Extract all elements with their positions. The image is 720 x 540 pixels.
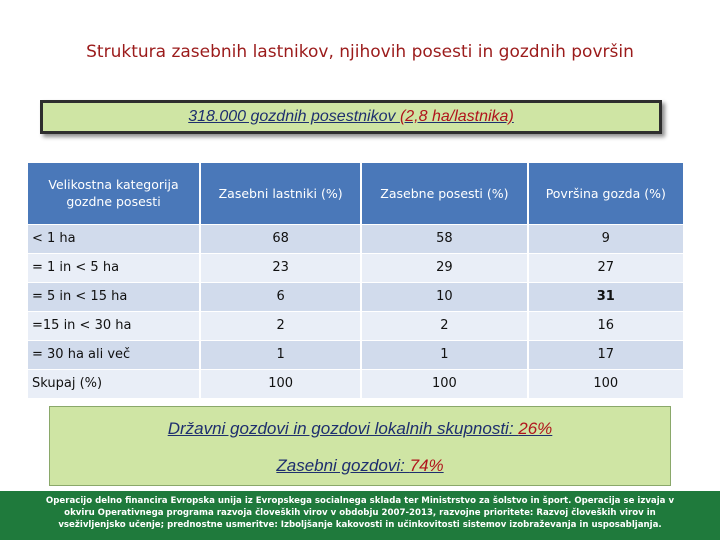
- cell-area: 27: [528, 253, 683, 282]
- cell-area: 31: [528, 282, 683, 311]
- row-label: = 1 in < 5 ha: [28, 253, 200, 282]
- footer-line-3: vseživljenjsko učenje; prednostne usmeritve: Izboljšanje kakovosti in učinkovitosti sistemov izobraževanja in usposabljanja.: [58, 520, 662, 530]
- cell-holdings: 1: [361, 340, 527, 369]
- footer-line-2: okviru Operativnega programa razvoja človeških virov v obdobju 2007-2013, razvojne prioritete: Razvoj človeških virov in: [64, 508, 656, 518]
- table-row-total: [28, 369, 683, 398]
- slide-title: Struktura zasebnih lastnikov, njihovih posesti in gozdnih površin: [86, 42, 634, 62]
- row-label: = 5 in < 15 ha: [28, 282, 200, 311]
- footer-line-1: Operacijo delno financira Evropska unija iz Evropskega socialnega sklada ter Ministrstvo za šolstvo in šport. Operacija se izvaja v: [45, 496, 675, 506]
- row-label: = 30 ha ali več: [28, 340, 200, 369]
- owners-banner: [40, 100, 662, 134]
- table-row: [28, 311, 683, 340]
- table-header-row: [28, 163, 683, 224]
- header-private-holdings: Zasebne posesti (%): [361, 163, 527, 224]
- cell-owners: 6: [200, 282, 361, 311]
- cell-area: 17: [528, 340, 683, 369]
- summary-state-label: Državni gozdovi in gozdovi lokalnih skupnosti:: [167, 419, 519, 438]
- cell-owners: 68: [200, 224, 361, 253]
- ownership-table: [28, 163, 683, 398]
- cell-owners: 100: [200, 369, 361, 398]
- cell-area: 9: [528, 224, 683, 253]
- row-label: < 1 ha: [28, 224, 200, 253]
- cell-area: 16: [528, 311, 683, 340]
- funding-footer: [0, 491, 720, 540]
- summary-private-forests: [50, 456, 670, 476]
- banner-highlight: (2,8 ha/lastnika): [399, 108, 514, 125]
- cell-owners: 23: [200, 253, 361, 282]
- cell-holdings: 2: [361, 311, 527, 340]
- cell-holdings: 10: [361, 282, 527, 311]
- summary-state-value: 26%: [518, 419, 553, 438]
- cell-holdings: 29: [361, 253, 527, 282]
- table-row: [28, 282, 683, 311]
- table-row: [28, 340, 683, 369]
- header-size-category: Velikostna kategorija gozdne posesti: [28, 163, 200, 224]
- row-label: Skupaj (%): [28, 369, 200, 398]
- table-row: [28, 253, 683, 282]
- forest-ownership-summary: [49, 406, 671, 486]
- summary-private-value: 74%: [409, 456, 444, 475]
- cell-owners: 2: [200, 311, 361, 340]
- table-row: [28, 224, 683, 253]
- row-label: =15 in < 30 ha: [28, 311, 200, 340]
- header-private-owners: Zasebni lastniki (%): [200, 163, 361, 224]
- cell-holdings: 58: [361, 224, 527, 253]
- banner-text: 318.000 gozdnih posestnikov: [188, 108, 400, 125]
- cell-owners: 1: [200, 340, 361, 369]
- cell-holdings: 100: [361, 369, 527, 398]
- summary-state-forests: [50, 419, 670, 439]
- cell-area: 100: [528, 369, 683, 398]
- summary-private-label: Zasebni gozdovi:: [276, 456, 410, 475]
- header-forest-area: Površina gozda (%): [528, 163, 683, 224]
